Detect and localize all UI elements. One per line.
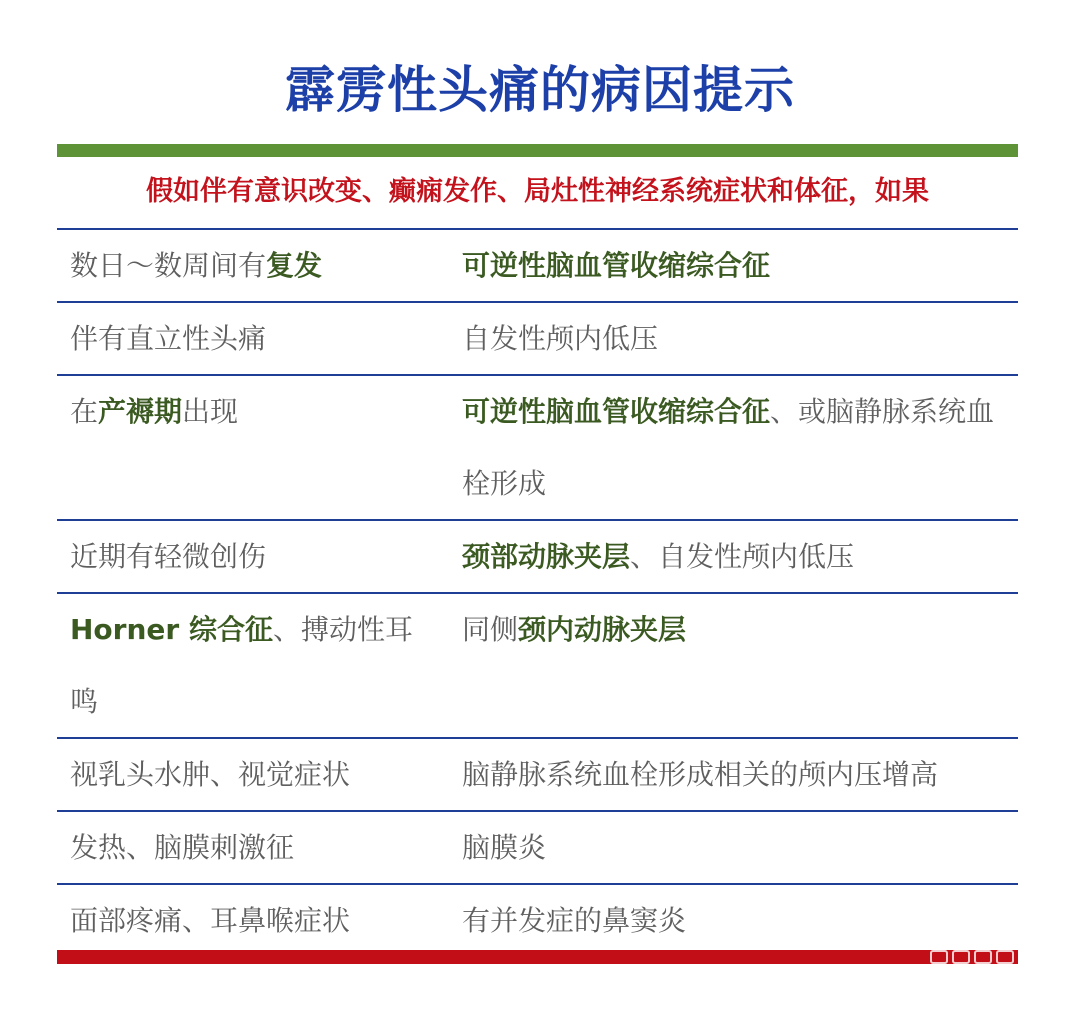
condition-cell — [57, 739, 437, 810]
watermark-mark — [922, 948, 1018, 966]
watermark-glyph — [930, 950, 948, 964]
condition-cell — [57, 885, 437, 956]
condition-text-bold: Horner 综合征 — [70, 613, 273, 646]
table-row — [57, 812, 1018, 885]
cause-text-bold: 可逆性脑血管收缩综合征 — [462, 395, 771, 428]
watermark-glyph — [974, 950, 992, 964]
bottom-red-bar — [57, 950, 1018, 964]
cause-text: 脑膜炎 — [462, 831, 547, 864]
condition-cell — [57, 521, 437, 592]
cause-text: 、或脑静脉系统血栓形成 — [462, 395, 995, 500]
cause-text-bold: 颈部动脉夹层 — [462, 540, 631, 573]
table-row — [57, 594, 1018, 739]
condition-cell — [57, 812, 437, 883]
cause-cell — [437, 885, 1018, 956]
cause-cell — [437, 739, 1018, 810]
watermark-glyph — [996, 950, 1014, 964]
condition-text: 近期有轻微创伤 — [70, 540, 267, 573]
cause-cell — [437, 376, 1018, 519]
condition-text: 、搏动性耳鸣 — [70, 613, 413, 718]
condition-text: 在 — [70, 395, 99, 428]
condition-cell — [57, 594, 437, 737]
table-row — [57, 521, 1018, 594]
table-row — [57, 303, 1018, 376]
condition-text-bold: 复发 — [266, 249, 323, 282]
condition-text: 发热、脑膜刺激征 — [70, 831, 295, 864]
table-row — [57, 230, 1018, 303]
cause-text: 同侧 — [462, 613, 519, 646]
watermark-glyph — [952, 950, 970, 964]
condition-text-bold: 产褥期 — [98, 395, 183, 428]
page-title: 霹雳性头痛的病因提示 — [285, 61, 795, 119]
condition-cell — [57, 376, 437, 519]
cause-cell — [437, 594, 1018, 737]
condition-text: 伴有直立性头痛 — [70, 322, 267, 355]
table-row — [57, 739, 1018, 812]
condition-text: 视乳头水肿、视觉症状 — [70, 758, 351, 791]
cause-cell — [437, 521, 1018, 592]
condition-cell — [57, 303, 437, 374]
cause-text-bold: 可逆性脑血管收缩综合征 — [462, 249, 771, 282]
cause-text: 自发性颅内低压 — [462, 322, 659, 355]
subtitle: 假如伴有意识改变、癫痫发作、局灶性神经系统症状和体征，如果 — [146, 176, 929, 207]
cause-text: 脑静脉系统血栓形成相关的颅内压增高 — [462, 758, 939, 791]
cause-cell — [437, 303, 1018, 374]
cause-text-bold: 颈内动脉夹层 — [518, 613, 687, 646]
condition-text: 出现 — [182, 395, 239, 428]
cause-cell — [437, 812, 1018, 883]
cause-text: 有并发症的鼻窦炎 — [462, 904, 687, 937]
condition-cell — [57, 230, 437, 301]
condition-text: 数日～数周间有 — [70, 249, 267, 282]
cause-cell — [437, 230, 1018, 301]
cause-table — [57, 228, 1018, 956]
condition-text: 面部疼痛、耳鼻喉症状 — [70, 904, 351, 937]
cause-text: 、自发性颅内低压 — [630, 540, 855, 573]
table-row — [57, 885, 1018, 956]
table-row — [57, 376, 1018, 521]
top-green-bar — [57, 144, 1018, 157]
